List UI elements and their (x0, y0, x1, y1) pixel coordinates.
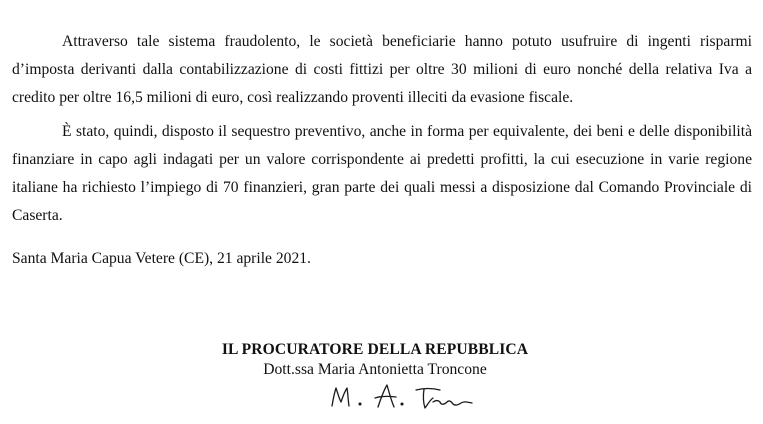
body-paragraph: È stato, quindi, disposto il sequestro preventivo, anche in forma per equivalente, dei beni e delle disponibilità finanziare in capo agli indagati per un valore corrispondente ai predetti profitti, la cui esecuzione in varie regione italiane ha richiesto l’impiego di 70 finanzieri, gran parte dei quali messi a disposizione dal Comando Provinciale di Caserta. (12, 123, 752, 224)
signature-block (180, 340, 570, 380)
signatory-name: Dott.ssa Maria Antonietta Troncone (263, 361, 487, 378)
signatory-title: IL PROCURATORE DELLA REPUBBLICA (221, 341, 529, 358)
place-date: Santa Maria Capua Vetere (CE), 21 aprile 2021. (12, 250, 311, 267)
body-paragraph: Attraverso tale sistema fraudolento, le società beneficiarie hanno potuto usufruire di ingenti risparmi d’imposta derivanti dalla contabilizzazione di costi fittizi per oltre 30 milioni di euro nonché della relativa Iva a credito per oltre 16,5 milioni di euro, così realizzando proventi illeciti da evasione fiscale. (12, 33, 752, 106)
handwritten-signature (320, 378, 490, 418)
